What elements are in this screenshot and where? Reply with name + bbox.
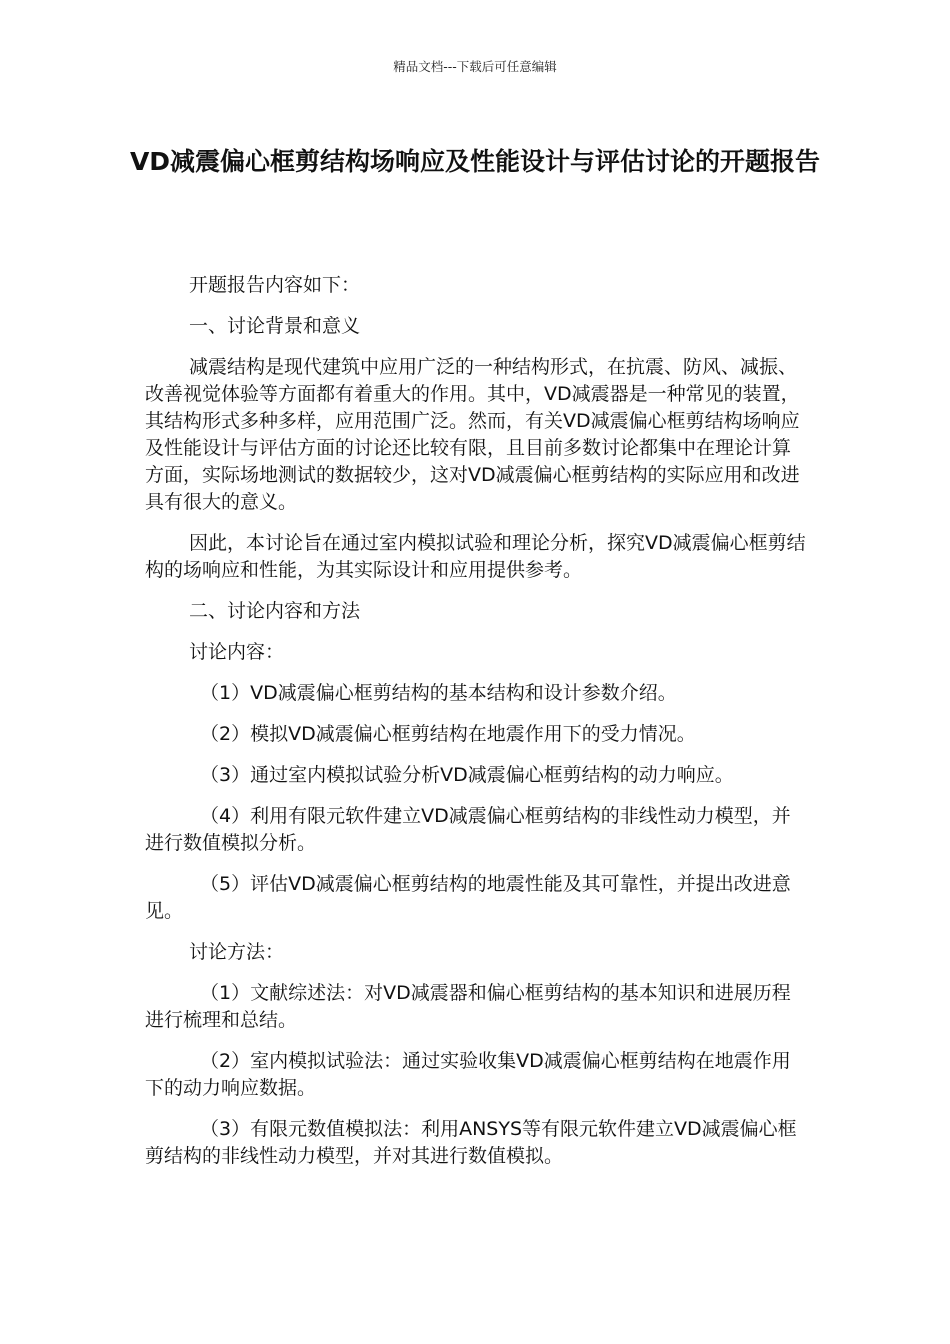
list-item: （3）通过室内模拟试验分析VD减震偏心框剪结构的动力响应。 xyxy=(200,764,734,786)
subheading: 讨论方法： xyxy=(189,941,285,963)
list-item: （2）室内模拟试验法：通过实验收集VD减震偏心框剪结构在地震作用下的动力响应数据。 xyxy=(145,1050,791,1099)
document-title: VD减震偏心框剪结构场响应及性能设计与评估讨论的开题报告 xyxy=(129,147,821,176)
subheading: 讨论内容： xyxy=(189,641,285,663)
list-item: （3）有限元数值模拟法：利用ANSYS等有限元软件建立VD减震偏心框剪结构的非线性动力模型，并对其进行数值模拟。 xyxy=(145,1118,797,1167)
paragraph: 减震结构是现代建筑中应用广泛的一种结构形式，在抗震、防风、减振、改善视觉体验等方面都有着重大的作用。其中，VD减震器是一种常见的装置，其结构形式多种多样，应用范围广泛。然而，有关VD减震偏心框剪结构场响应及性能设计与评估方面的讨论还比较有限，且目前多数讨论都集中在理论计算方面，实际场地测试的数据较少，这对VD减震偏心框剪结构的实际应用和改进具有很大的意义。 xyxy=(145,356,800,513)
document-body xyxy=(145,272,809,1184)
list-item: （1）文献综述法：对VD减震器和偏心框剪结构的基本知识和进展历程进行梳理和总结。 xyxy=(145,982,791,1031)
list-item: （5）评估VD减震偏心框剪结构的地震性能及其可靠性，并提出改进意见。 xyxy=(145,873,791,922)
paragraph: 开题报告内容如下： xyxy=(189,274,361,296)
list-item: （2）模拟VD减震偏心框剪结构在地震作用下的受力情况。 xyxy=(200,723,696,745)
paragraph: 因此，本讨论旨在通过室内模拟试验和理论分析，探究VD减震偏心框剪结构的场响应和性能，为其实际设计和应用提供参考。 xyxy=(145,532,806,581)
header-note: 精品文档---下载后可任意编辑 xyxy=(393,59,557,74)
section-heading: 一、讨论背景和意义 xyxy=(189,315,361,337)
list-item: （1）VD减震偏心框剪结构的基本结构和设计参数介绍。 xyxy=(200,682,677,704)
list-item: （4）利用有限元软件建立VD减震偏心框剪结构的非线性动力模型，并进行数值模拟分析。 xyxy=(145,805,791,854)
section-heading: 二、讨论内容和方法 xyxy=(189,600,361,622)
